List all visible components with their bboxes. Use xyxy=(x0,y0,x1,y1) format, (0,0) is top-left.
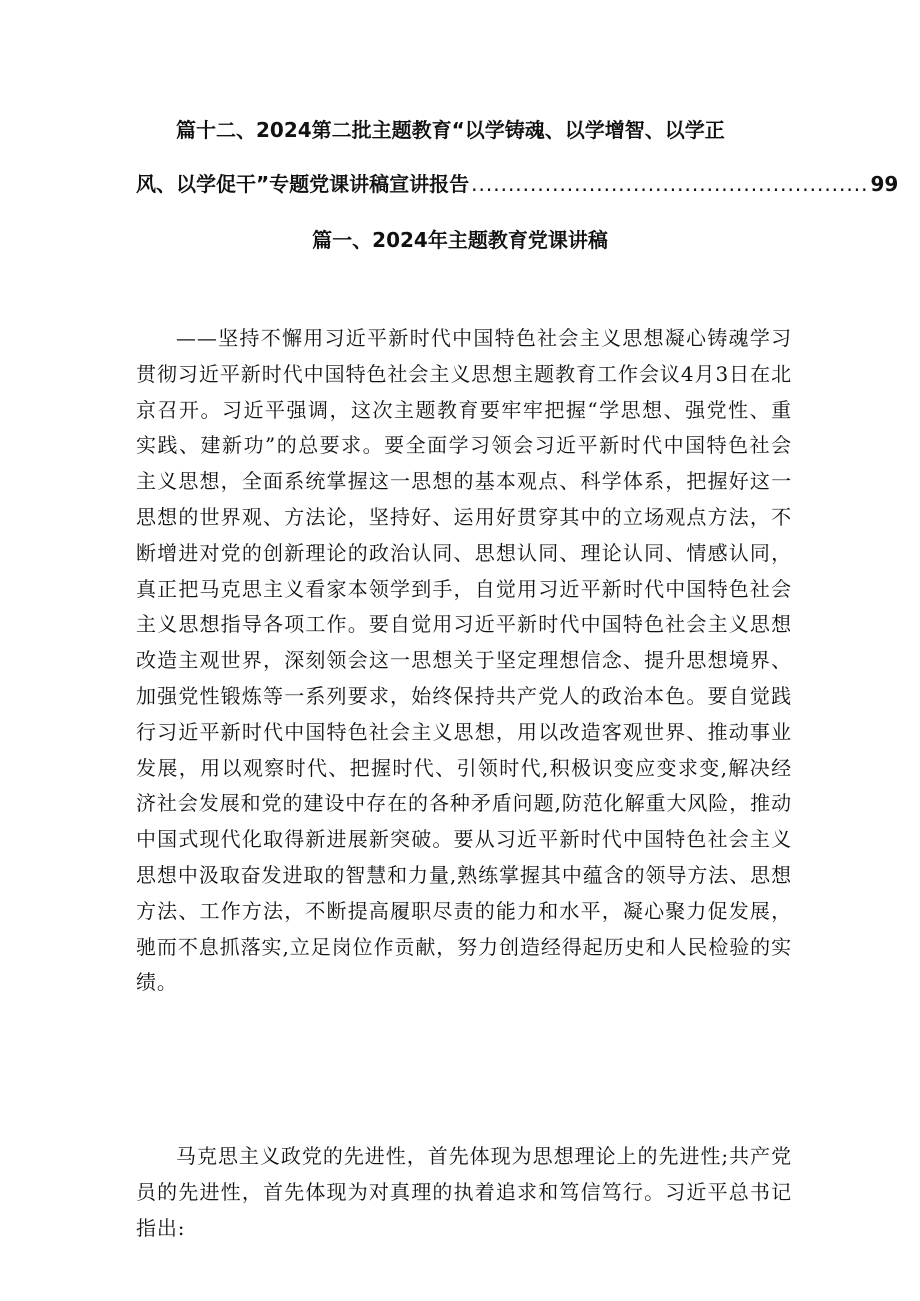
section-title: 篇一、2024年主题教育党课讲稿 xyxy=(312,228,608,252)
toc-dot-leader: ...................................................... xyxy=(471,172,869,196)
toc-entry-text: 风、以学促干”专题党课讲稿宣讲报告 xyxy=(136,172,470,196)
body-paragraph-1: ——坚持不懈用习近平新时代中国特色社会主义思想凝心铸魂学习贯彻习近平新时代中国特色社会主义思想主题教育工作会议4月3日在北京召开。习近平强调，这次主题教育要牢牢把握“学思想、强党性、重实践、建新功”的总要求。要全面学习领会习近平新时代中国特色社会主义思想，全面系统掌握这一思想的基本观点、科学体系，把握好这一思想的世界观、方法论，坚持好、运用好贯穿其中的立场观点方法，不断增进对党的创新理论的政治认同、思想认同、理论认同、情感认同，真正把马克思主义看家本领学到手，自觉用习近平新时代中国特色社会主义思想指导各项工作。要自觉用习近平新时代中国特色社会主义思想改造主观世界，深刻领会这一思想关于坚定理想信念、提升思想境界、加强党性锻炼等一系列要求，始终保持共产党人的政治本色。要自觉践行习近平新时代中国特色社会主义思想，用以改造客观世界、推动事业发展，用以观察时代、把握时代、引领时代,积极识变应变求变,解决经济社会发展和党的建设中存在的各种矛盾问题,防范化解重大风险，推动中国式现代化取得新进展新突破。要从习近平新时代中国特色社会主义思想中汲取奋发进取的智慧和力量,熟练掌握其中蕴含的领导方法、思想方法、工作方法，不断提高履职尽责的能力和水平，凝心聚力促发展，驰而不息抓落实,立足岗位作贡献，努力创造经得起历史和人民检验的实绩。 xyxy=(136,326,792,995)
toc-entry-line-2 xyxy=(136,170,899,198)
body-paragraph-2: 马克思主义政党的先进性，首先体现为思想理论上的先进性;共产党员的先进性，首先体现为对真理的执着追求和笃信笃行。习近平总书记指出: xyxy=(136,1144,792,1240)
toc-entry-line-1: 篇十二、2024第二批主题教育“以学铸魂、以学增智、以学正 xyxy=(176,118,725,142)
toc-page-number: 99 xyxy=(870,172,899,196)
